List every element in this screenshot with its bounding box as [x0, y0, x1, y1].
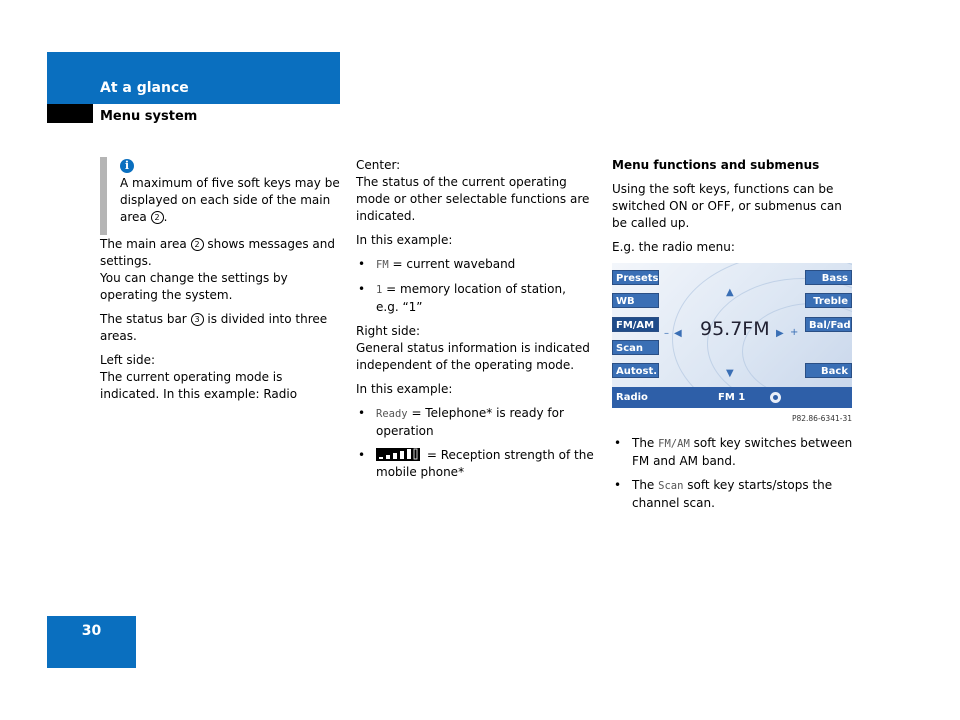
- page-number-box: [47, 616, 136, 668]
- seek-right-arrow-icon[interactable]: ▶: [776, 328, 784, 339]
- menu-functions-heading: Menu functions and submenus: [612, 158, 820, 172]
- softkey-bass[interactable]: Bass: [805, 270, 852, 285]
- radio-menu-label: E.g. the radio menu:: [612, 240, 735, 254]
- status-bar-paragraph: The status bar 3 is divided into three areas.: [100, 312, 328, 343]
- down-arrow-icon[interactable]: ▼: [726, 368, 734, 379]
- image-reference: P82.86-6341-31: [791, 414, 852, 423]
- up-arrow-icon[interactable]: ▲: [726, 287, 734, 298]
- soft-keys-paragraph: Using the soft keys, functions can be switched ON or OFF, or submenus can be called up.: [612, 182, 842, 230]
- radio-status-bar: [612, 387, 852, 408]
- main-area-paragraph: The main area 2 shows messages and settings. You can change the settings by operating the system.: [100, 237, 336, 302]
- softkey-treble[interactable]: Treble: [805, 293, 852, 308]
- info-note: [100, 157, 340, 226]
- example-label: In this example:: [356, 233, 453, 247]
- info-icon: i: [120, 159, 134, 173]
- header-tab-marker: [47, 104, 93, 123]
- radio-menu-screen: [612, 263, 852, 408]
- status-waveband: FM 1: [718, 392, 746, 403]
- list-item: • 1 = memory location of station, e.g. “1”: [356, 281, 598, 316]
- disc-icon: [770, 392, 781, 403]
- column-2: [356, 157, 598, 488]
- center-paragraph: Center: The status of the current operating mode or other selectable functions are indicated.: [356, 158, 590, 223]
- left-side-paragraph: Left side: The current operating mode is indicated. In this example: Radio: [100, 353, 298, 401]
- section-title: At a glance: [100, 80, 189, 96]
- callout-2-icon: 2: [151, 211, 164, 224]
- info-text: A maximum of five soft keys may be displayed on each side of the main area 2 .: [120, 176, 340, 224]
- status-mode: Radio: [616, 392, 648, 403]
- softkey-autost[interactable]: Autost.: [612, 363, 659, 378]
- softkey-fm-am[interactable]: FM/AM: [612, 317, 659, 332]
- info-bar: [100, 157, 107, 235]
- list-item: • The FM/AM soft key switches between FM and AM band.: [612, 435, 854, 470]
- list-item: • Ready = Telephone* is ready for operation: [356, 405, 598, 440]
- column-1: [100, 157, 340, 410]
- example-label: In this example:: [356, 382, 453, 396]
- header-band: [47, 52, 340, 104]
- callout-2-icon: 2: [191, 238, 204, 251]
- softkey-bal-fad[interactable]: Bal/Fad: [805, 317, 852, 332]
- plus-label: +: [790, 327, 799, 338]
- list-item: • FM = current waveband: [356, 256, 598, 274]
- minus-label: –: [664, 328, 669, 339]
- column-3: [612, 157, 854, 519]
- frequency-display: 95.7FM: [700, 318, 770, 340]
- page-number: 30: [81, 623, 102, 639]
- seek-left-arrow-icon[interactable]: ◀: [674, 328, 682, 339]
- softkey-scan[interactable]: Scan: [612, 340, 659, 355]
- signal-strength-icon: [376, 448, 420, 461]
- softkey-wb[interactable]: WB: [612, 293, 659, 308]
- section-subtitle: Menu system: [100, 109, 198, 124]
- callout-3-icon: 3: [191, 313, 204, 326]
- list-item: • The Scan soft key starts/stops the channel scan.: [612, 477, 854, 512]
- softkey-back[interactable]: Back: [805, 363, 852, 378]
- softkey-presets[interactable]: Presets: [612, 270, 659, 285]
- right-side-paragraph: Right side: General status information is indicated independent of the operating mode.: [356, 324, 590, 372]
- list-item: • = Reception strength of the mobile phone*: [356, 447, 598, 481]
